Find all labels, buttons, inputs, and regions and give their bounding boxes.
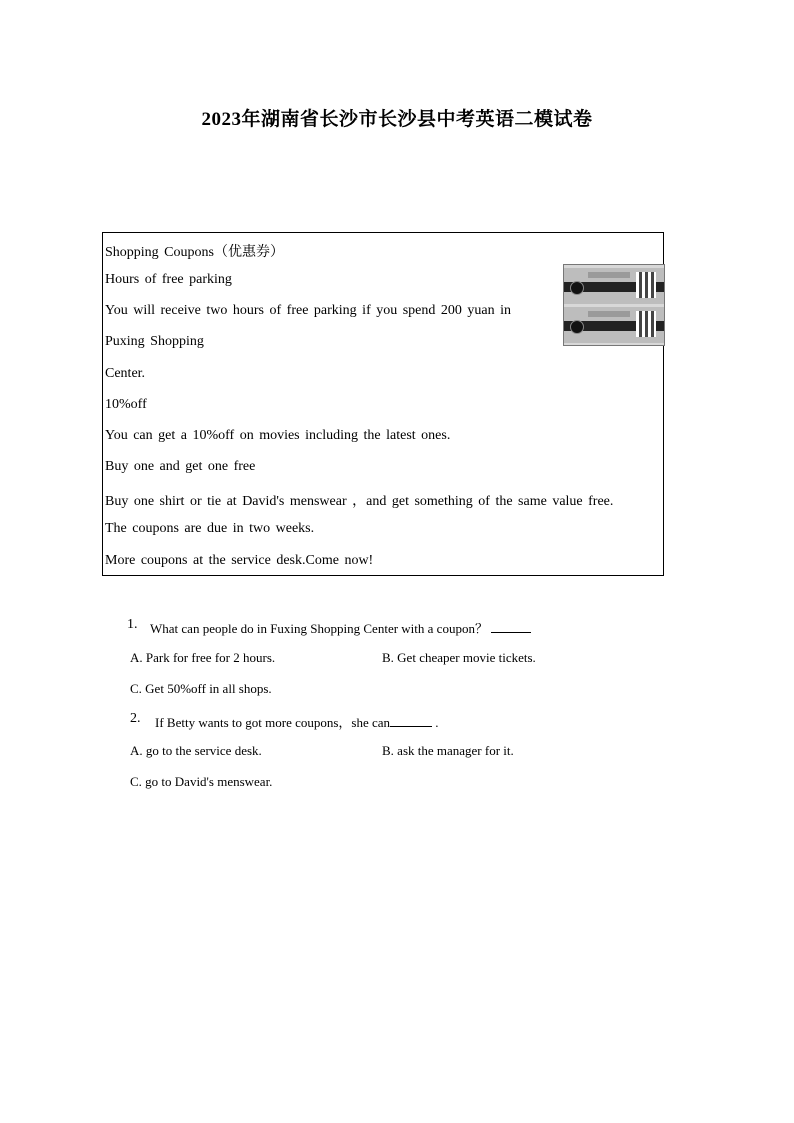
- coupon-ticket: [564, 268, 664, 304]
- option-text: Get 50%off in all shops.: [145, 681, 272, 696]
- question-text: If Betty wants to got more coupons，she can: [155, 715, 391, 730]
- question-stem: [150, 618, 531, 637]
- passage-line: Center.: [105, 366, 146, 381]
- option-label: A.: [130, 650, 143, 665]
- option-text: Get cheaper movie tickets.: [397, 650, 536, 665]
- passage-line: The coupons are due in two weeks.: [105, 521, 315, 536]
- option-label: C.: [130, 774, 142, 789]
- answer-blank[interactable]: [491, 632, 531, 633]
- passage-line: 10%off: [105, 397, 147, 412]
- question-end: .: [435, 715, 439, 730]
- option-c[interactable]: [130, 681, 272, 697]
- passage-line: Shopping Coupons（优惠券）: [105, 245, 284, 260]
- option-b[interactable]: [382, 743, 514, 759]
- option-label: C.: [130, 681, 142, 696]
- option-b[interactable]: [382, 650, 536, 666]
- option-label: B.: [382, 743, 394, 758]
- passage-line: Buy one shirt or tie at David's menswear ，and get something of the same value free.: [105, 494, 614, 509]
- page-title: 2023年湖南省长沙市长沙县中考英语二模试卷: [201, 109, 593, 130]
- coupon-image: [563, 264, 665, 346]
- question-text: What can people do in Fuxing Shopping Center with a coupon？: [150, 621, 488, 636]
- answer-blank[interactable]: [390, 726, 432, 727]
- option-text: go to the service desk.: [145, 743, 262, 758]
- passage-box: [102, 232, 664, 576]
- option-text: ask the manager for it.: [397, 743, 514, 758]
- coupon-ticket: [564, 307, 664, 343]
- option-a[interactable]: [130, 743, 262, 759]
- option-text: go to David's menswear.: [145, 774, 273, 789]
- option-label: B.: [382, 650, 394, 665]
- question-number: 2.: [130, 711, 141, 726]
- passage-line: Buy one and get one free: [105, 459, 256, 474]
- passage-line: You can get a 10%off on movies including the latest ones.: [105, 428, 451, 443]
- option-text: Park for free for 2 hours.: [145, 650, 276, 665]
- question-number: 1.: [127, 617, 138, 632]
- option-label: A.: [130, 743, 143, 758]
- option-c[interactable]: [130, 774, 272, 790]
- passage-line: Hours of free parking: [105, 272, 232, 287]
- passage-line: You will receive two hours of free parking if you spend 200 yuan in: [105, 303, 512, 318]
- passage-line: Puxing Shopping: [105, 334, 204, 349]
- option-a[interactable]: [130, 650, 275, 666]
- passage-line: More coupons at the service desk.Come now!: [105, 553, 374, 568]
- question-stem: [155, 712, 439, 731]
